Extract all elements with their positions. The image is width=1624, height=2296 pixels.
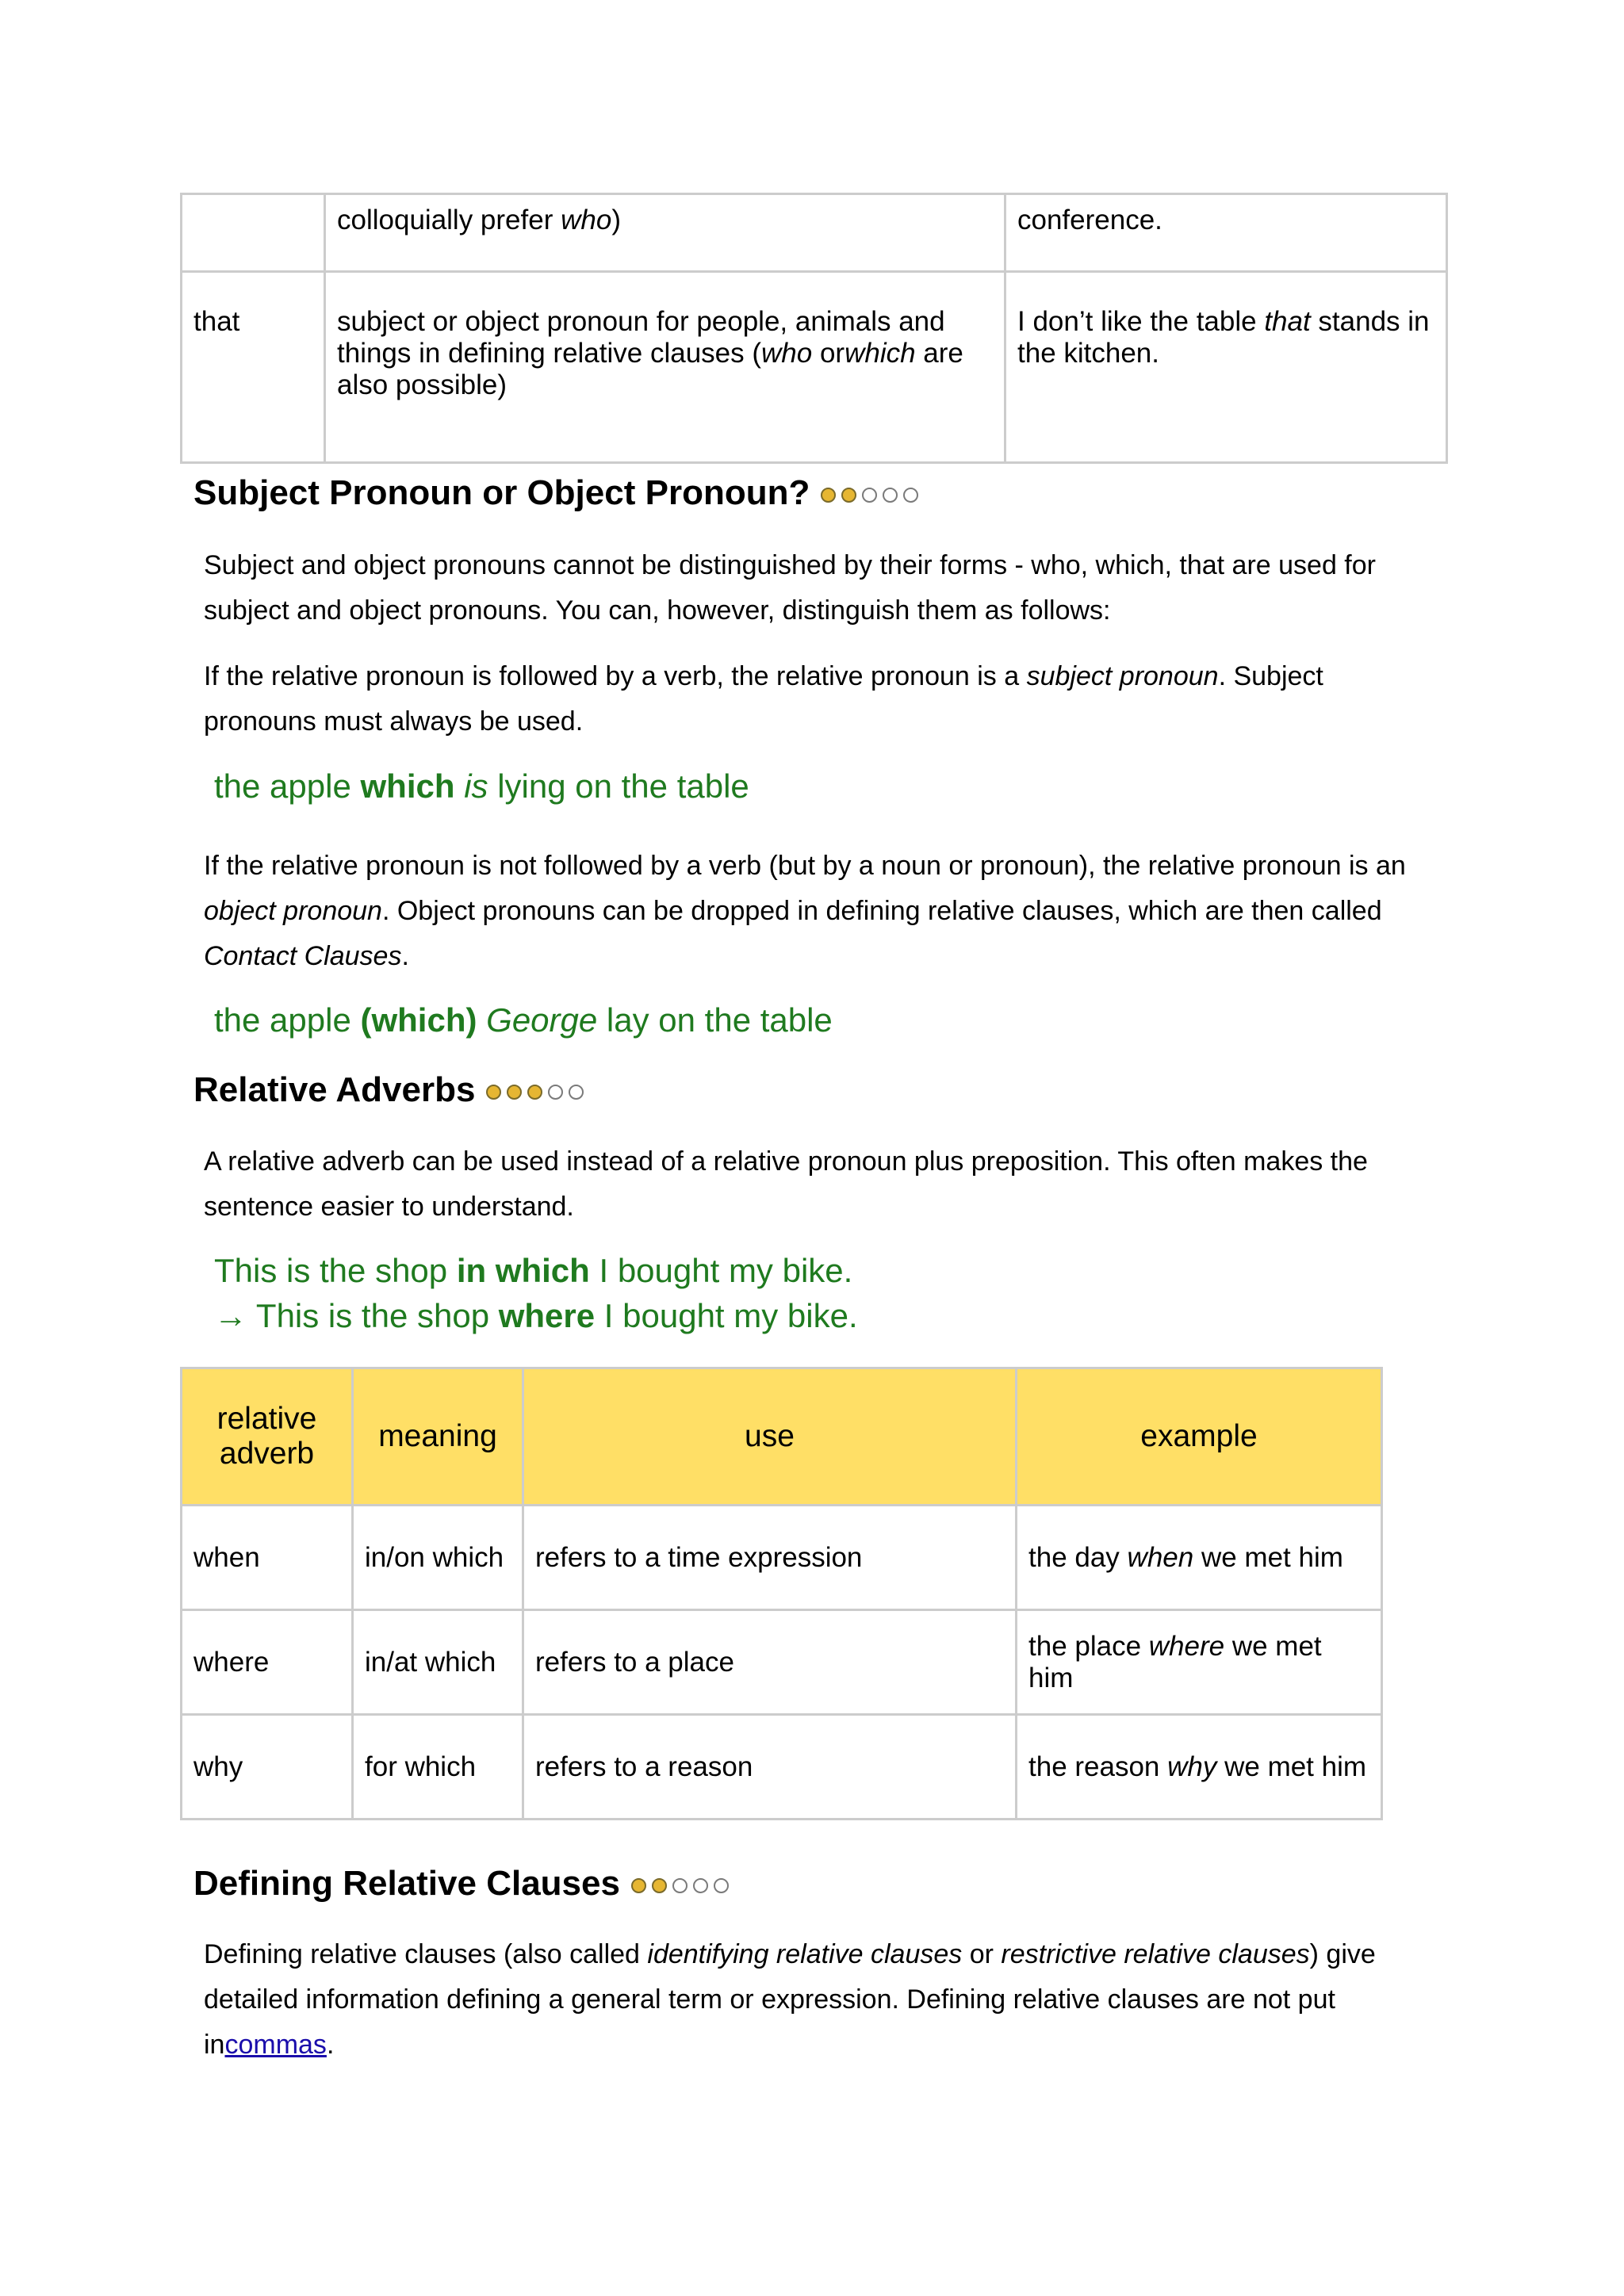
difficulty-rating <box>631 1862 734 1903</box>
example-cell: the reason why we met him <box>1017 1715 1382 1820</box>
meaning-cell: in/on which <box>353 1506 523 1610</box>
section-heading-relative-adverbs: Relative Adverbs <box>193 1070 589 1112</box>
rating-dot-empty-icon <box>883 488 898 503</box>
rating-dot-filled-icon <box>527 1085 542 1100</box>
example-cell: the place where we met him <box>1017 1610 1382 1715</box>
rating-dot-empty-icon <box>862 488 877 503</box>
rating-dot-empty-icon <box>714 1878 729 1893</box>
table-row <box>182 1610 1382 1715</box>
meaning-cell: in/at which <box>353 1610 523 1715</box>
paragraph: Defining relative clauses (also called identifying relative clauses or restrictive relative clauses) give detailed information defining a general term or expression. Defining relative clauses are not put incommas. <box>204 1939 1376 2060</box>
rating-dot-filled-icon <box>821 488 836 503</box>
rating-dot-empty-icon <box>693 1878 708 1893</box>
rating-dot-empty-icon <box>672 1878 688 1893</box>
rating-dot-empty-icon <box>569 1085 584 1100</box>
rating-dot-empty-icon <box>548 1085 563 1100</box>
section-heading-defining-clauses: Defining Relative Clauses <box>193 1863 734 1906</box>
adverb-cell: why <box>182 1715 353 1820</box>
table-row <box>182 272 1447 463</box>
column-header: use <box>523 1368 1017 1506</box>
difficulty-rating <box>821 471 924 512</box>
paragraph: A relative adverb can be used instead of a relative pronoun plus preposition. This often makes the sentence easier to understand. <box>204 1146 1368 1222</box>
example-sentence: This is the shop in which I bought my bike. <box>214 1252 853 1289</box>
difficulty-rating <box>486 1068 589 1109</box>
commas-link[interactable]: commas <box>224 2030 327 2060</box>
column-header: relative adverb <box>182 1368 353 1506</box>
usage-cell: colloquially prefer who) <box>325 194 1005 272</box>
example-sentence: → This is the shop where I bought my bike. <box>214 1297 858 1334</box>
pronoun-cell <box>182 194 325 272</box>
use-cell: refers to a reason <box>523 1715 1017 1820</box>
relative-pronoun-table <box>180 193 1448 464</box>
section-heading-subject-object: Subject Pronoun or Object Pronoun? <box>193 473 924 515</box>
meaning-cell: for which <box>353 1715 523 1820</box>
table-row <box>182 1506 1382 1610</box>
paragraph: If the relative pronoun is not followed by a verb (but by a noun or pronoun), the relative pronoun is an object pronoun. Object pronouns can be dropped in defining relative clauses, which are then called Contact Clauses. <box>204 851 1406 971</box>
table-row <box>182 1715 1382 1820</box>
usage-cell: subject or object pronoun for people, animals and things in defining relative clauses (who orwhich are also possible) <box>325 272 1005 463</box>
table-header-row <box>182 1368 1382 1506</box>
adverb-cell: when <box>182 1506 353 1610</box>
rating-dot-filled-icon <box>841 488 856 503</box>
example-cell: the day when we met him <box>1017 1506 1382 1610</box>
rating-dot-filled-icon <box>652 1878 667 1893</box>
relative-adverb-table <box>180 1367 1383 1820</box>
rating-dot-empty-icon <box>903 488 918 503</box>
use-cell: refers to a time expression <box>523 1506 1017 1610</box>
example-cell: conference. <box>1005 194 1447 272</box>
paragraph: Subject and object pronouns cannot be distinguished by their forms - who, which, that are used for subject and object pronouns. You can, however, distinguish them as follows: <box>204 550 1376 626</box>
column-header: example <box>1017 1368 1382 1506</box>
pronoun-cell: that <box>182 272 325 463</box>
use-cell: refers to a place <box>523 1610 1017 1715</box>
paragraph: If the relative pronoun is followed by a verb, the relative pronoun is a subject pronoun. Subject pronouns must always be used. <box>204 661 1323 737</box>
adverb-cell: where <box>182 1610 353 1715</box>
rating-dot-filled-icon <box>631 1878 646 1893</box>
table-row <box>182 194 1447 272</box>
example-cell: I don’t like the table that stands in the kitchen. <box>1005 272 1447 463</box>
example-sentence: the apple (which) George lay on the table <box>214 1001 833 1039</box>
column-header: meaning <box>353 1368 523 1506</box>
example-sentence: the apple which is lying on the table <box>214 767 749 805</box>
rating-dot-filled-icon <box>507 1085 522 1100</box>
rating-dot-filled-icon <box>486 1085 501 1100</box>
